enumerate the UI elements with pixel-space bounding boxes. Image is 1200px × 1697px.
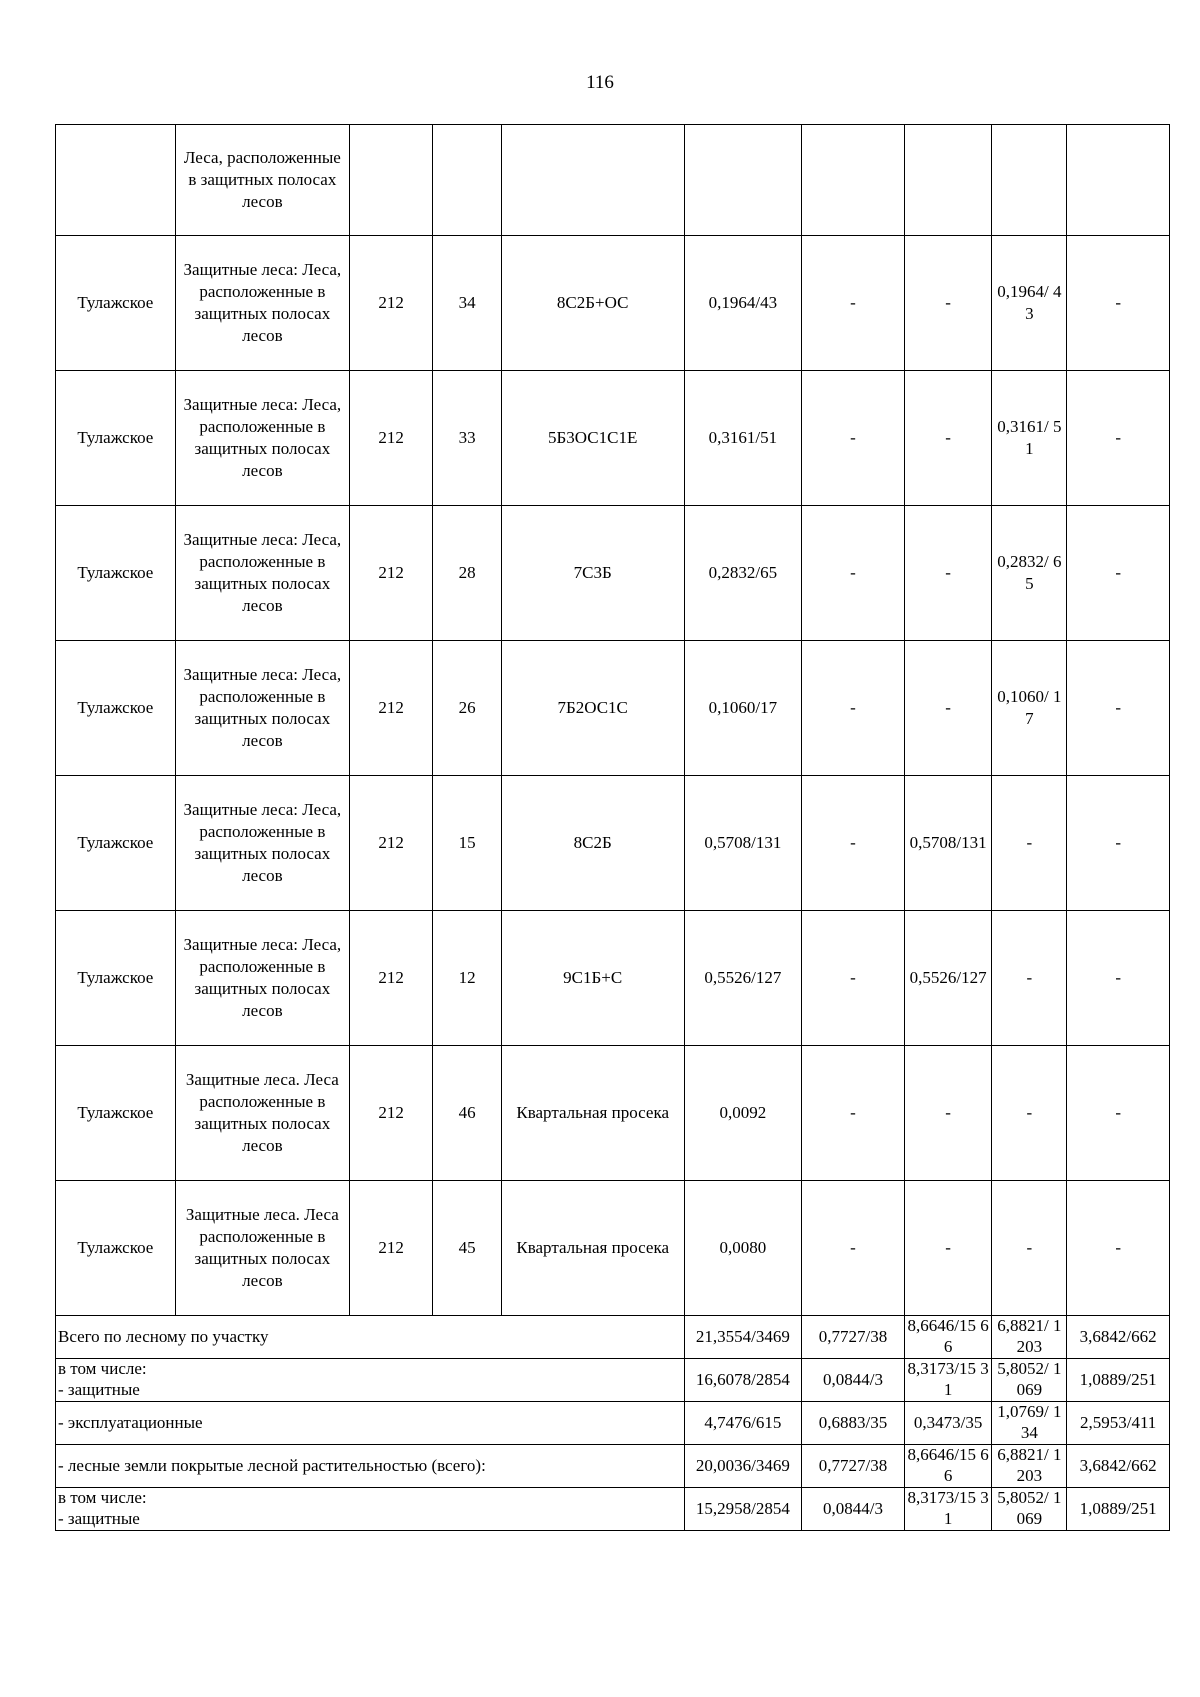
quarter-cell: 212 bbox=[349, 506, 432, 641]
forestry-cell bbox=[56, 125, 176, 236]
summary-total-cell: 16,6078/2854 bbox=[684, 1359, 802, 1402]
col1-cell: - bbox=[802, 1181, 905, 1316]
col4-cell: - bbox=[1067, 506, 1170, 641]
table-row bbox=[56, 1046, 1170, 1181]
summary-col1-cell: 0,7727/38 bbox=[802, 1316, 905, 1359]
category-cell: Защитные леса: Леса, расположенные в защитных полосах лесов bbox=[175, 911, 349, 1046]
summary-col3-cell: 5,8052/ 1069 bbox=[992, 1359, 1067, 1402]
col4-cell: - bbox=[1067, 1181, 1170, 1316]
col4-cell: - bbox=[1067, 641, 1170, 776]
summary-label-line: в том числе: bbox=[58, 1359, 147, 1379]
category-cell: Защитные леса: Леса, расположенные в защитных полосах лесов bbox=[175, 506, 349, 641]
col1-cell: - bbox=[802, 911, 905, 1046]
col3-cell: - bbox=[992, 1181, 1067, 1316]
forestry-cell: Тулажское bbox=[56, 1046, 176, 1181]
section-cell: 12 bbox=[433, 911, 501, 1046]
col2-cell: - bbox=[904, 371, 992, 506]
summary-total-cell: 4,7476/615 bbox=[684, 1402, 802, 1445]
summary-col2-cell: 8,6646/15 66 bbox=[904, 1445, 992, 1488]
summary-label-line: в том числе: bbox=[58, 1488, 147, 1508]
col4-cell: - bbox=[1067, 1046, 1170, 1181]
section-cell: 15 bbox=[433, 776, 501, 911]
col2-cell: - bbox=[904, 506, 992, 641]
col1-cell: - bbox=[802, 371, 905, 506]
category-cell: Защитные леса: Леса, расположенные в защитных полосах лесов bbox=[175, 371, 349, 506]
summary-col4-cell: 2,5953/411 bbox=[1067, 1402, 1170, 1445]
col1-cell: - bbox=[802, 776, 905, 911]
total-cell: 0,0092 bbox=[684, 1046, 802, 1181]
total-cell: 0,3161/51 bbox=[684, 371, 802, 506]
summary-col2-cell: 8,3173/15 31 bbox=[904, 1488, 992, 1531]
col3-cell: 0,1964/ 43 bbox=[992, 236, 1067, 371]
col1-cell bbox=[802, 125, 905, 236]
category-cell: Защитные леса: Леса, расположенные в защитных полосах лесов bbox=[175, 641, 349, 776]
col4-cell: - bbox=[1067, 911, 1170, 1046]
summary-col4-cell: 1,0889/251 bbox=[1067, 1359, 1170, 1402]
quarter-cell: 212 bbox=[349, 236, 432, 371]
section-cell: 45 bbox=[433, 1181, 501, 1316]
quarter-cell: 212 bbox=[349, 776, 432, 911]
summary-row bbox=[56, 1445, 1170, 1488]
summary-label-line: - лесные земли покрытые лесной растительностью (всего): bbox=[58, 1455, 486, 1475]
section-cell: 26 bbox=[433, 641, 501, 776]
col1-cell: - bbox=[802, 1046, 905, 1181]
summary-row bbox=[56, 1402, 1170, 1445]
category-cell: Защитные леса. Леса расположенные в защитных полосах лесов bbox=[175, 1046, 349, 1181]
summary-col1-cell: 0,0844/3 bbox=[802, 1359, 905, 1402]
col3-cell: 0,3161/ 51 bbox=[992, 371, 1067, 506]
summary-label-line: - эксплуатационные bbox=[58, 1412, 203, 1432]
section-cell: 46 bbox=[433, 1046, 501, 1181]
summary-row bbox=[56, 1316, 1170, 1359]
summary-col3-cell: 1,0769/ 134 bbox=[992, 1402, 1067, 1445]
summary-label bbox=[56, 1316, 685, 1359]
summary-row bbox=[56, 1488, 1170, 1531]
forestry-cell: Тулажское bbox=[56, 371, 176, 506]
summary-col2-cell: 8,6646/15 66 bbox=[904, 1316, 992, 1359]
summary-label bbox=[56, 1402, 685, 1445]
summary-col4-cell: 1,0889/251 bbox=[1067, 1488, 1170, 1531]
forestry-cell: Тулажское bbox=[56, 641, 176, 776]
total-cell bbox=[684, 125, 802, 236]
table-row bbox=[56, 641, 1170, 776]
summary-label bbox=[56, 1359, 685, 1402]
summary-total-cell: 15,2958/2854 bbox=[684, 1488, 802, 1531]
col2-cell: - bbox=[904, 641, 992, 776]
forestry-cell: Тулажское bbox=[56, 236, 176, 371]
summary-col3-cell: 6,8821/ 1203 bbox=[992, 1316, 1067, 1359]
total-cell: 0,0080 bbox=[684, 1181, 802, 1316]
summary-col3-cell: 6,8821/ 1203 bbox=[992, 1445, 1067, 1488]
summary-label-line: - защитные bbox=[58, 1380, 140, 1399]
summary-col4-cell: 3,6842/662 bbox=[1067, 1445, 1170, 1488]
quarter-cell bbox=[349, 125, 432, 236]
col4-cell: - bbox=[1067, 371, 1170, 506]
composition-cell: 5Б3ОС1С1Е bbox=[501, 371, 684, 506]
quarter-cell: 212 bbox=[349, 1046, 432, 1181]
summary-col1-cell: 0,0844/3 bbox=[802, 1488, 905, 1531]
col4-cell bbox=[1067, 125, 1170, 236]
composition-cell: 7Б2ОС1С bbox=[501, 641, 684, 776]
col3-cell bbox=[992, 125, 1067, 236]
composition-cell: 8С2Б bbox=[501, 776, 684, 911]
summary-col1-cell: 0,7727/38 bbox=[802, 1445, 905, 1488]
table-row bbox=[56, 371, 1170, 506]
table-row bbox=[56, 776, 1170, 911]
total-cell: 0,2832/65 bbox=[684, 506, 802, 641]
category-cell: Леса, расположенные в защитных полосах лесов bbox=[175, 125, 349, 236]
forestry-cell: Тулажское bbox=[56, 911, 176, 1046]
summary-col4-cell: 3,6842/662 bbox=[1067, 1316, 1170, 1359]
composition-cell: Квартальная просека bbox=[501, 1181, 684, 1316]
section-cell: 28 bbox=[433, 506, 501, 641]
composition-cell: 8С2Б+ОС bbox=[501, 236, 684, 371]
col3-cell: - bbox=[992, 776, 1067, 911]
quarter-cell: 212 bbox=[349, 911, 432, 1046]
summary-col3-cell: 5,8052/ 1069 bbox=[992, 1488, 1067, 1531]
summary-row bbox=[56, 1359, 1170, 1402]
quarter-cell: 212 bbox=[349, 641, 432, 776]
col2-cell: - bbox=[904, 1181, 992, 1316]
forestry-cell: Тулажское bbox=[56, 1181, 176, 1316]
section-cell: 34 bbox=[433, 236, 501, 371]
col4-cell: - bbox=[1067, 236, 1170, 371]
section-cell bbox=[433, 125, 501, 236]
table-row bbox=[56, 506, 1170, 641]
composition-cell: Квартальная просека bbox=[501, 1046, 684, 1181]
total-cell: 0,5526/127 bbox=[684, 911, 802, 1046]
table-row bbox=[56, 911, 1170, 1046]
quarter-cell: 212 bbox=[349, 371, 432, 506]
total-cell: 0,1964/43 bbox=[684, 236, 802, 371]
category-cell: Защитные леса. Леса расположенные в защитных полосах лесов bbox=[175, 1181, 349, 1316]
summary-col1-cell: 0,6883/35 bbox=[802, 1402, 905, 1445]
col1-cell: - bbox=[802, 641, 905, 776]
forestry-cell: Тулажское bbox=[56, 506, 176, 641]
table-row bbox=[56, 236, 1170, 371]
composition-cell bbox=[501, 125, 684, 236]
forest-table bbox=[55, 124, 1170, 1531]
summary-label bbox=[56, 1488, 685, 1531]
col2-cell: 0,5526/127 bbox=[904, 911, 992, 1046]
page-number: 116 bbox=[586, 72, 614, 93]
col2-cell: - bbox=[904, 236, 992, 371]
summary-total-cell: 21,3554/3469 bbox=[684, 1316, 802, 1359]
col1-cell: - bbox=[802, 236, 905, 371]
summary-label bbox=[56, 1445, 685, 1488]
category-cell: Защитные леса: Леса, расположенные в защитных полосах лесов bbox=[175, 776, 349, 911]
col3-cell: 0,1060/ 17 bbox=[992, 641, 1067, 776]
table-row bbox=[56, 1181, 1170, 1316]
category-cell: Защитные леса: Леса, расположенные в защитных полосах лесов bbox=[175, 236, 349, 371]
col1-cell: - bbox=[802, 506, 905, 641]
total-cell: 0,1060/17 bbox=[684, 641, 802, 776]
summary-label-line: Всего по лесному по участку bbox=[58, 1326, 269, 1346]
table-row-continued bbox=[56, 125, 1170, 236]
col4-cell: - bbox=[1067, 776, 1170, 911]
composition-cell: 9С1Б+С bbox=[501, 911, 684, 1046]
col3-cell: - bbox=[992, 911, 1067, 1046]
total-cell: 0,5708/131 bbox=[684, 776, 802, 911]
summary-col2-cell: 8,3173/15 31 bbox=[904, 1359, 992, 1402]
col2-cell: - bbox=[904, 1046, 992, 1181]
forestry-cell: Тулажское bbox=[56, 776, 176, 911]
col2-cell: 0,5708/131 bbox=[904, 776, 992, 911]
composition-cell: 7С3Б bbox=[501, 506, 684, 641]
quarter-cell: 212 bbox=[349, 1181, 432, 1316]
col3-cell: 0,2832/ 65 bbox=[992, 506, 1067, 641]
summary-label-line: - защитные bbox=[58, 1509, 140, 1528]
section-cell: 33 bbox=[433, 371, 501, 506]
summary-total-cell: 20,0036/3469 bbox=[684, 1445, 802, 1488]
summary-col2-cell: 0,3473/35 bbox=[904, 1402, 992, 1445]
col2-cell bbox=[904, 125, 992, 236]
col3-cell: - bbox=[992, 1046, 1067, 1181]
